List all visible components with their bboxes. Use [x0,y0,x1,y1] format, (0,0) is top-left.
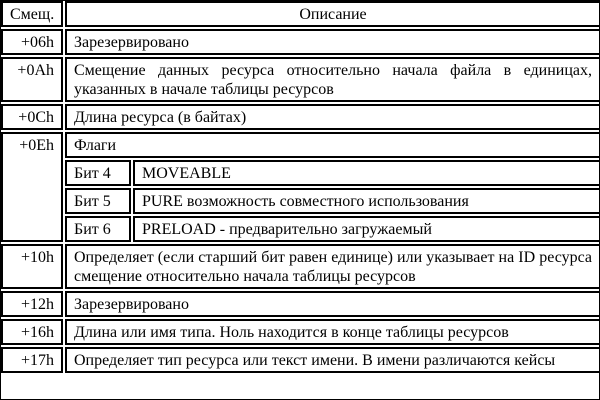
offset-cell: +17h [1,347,63,373]
description-cell: Смещение данных ресурса относительно начала файла в единицах, указанных в начале таблицы ресурсов [65,57,600,102]
table-subrow-bit5 [1,188,600,214]
description-cell: Длина или имя типа. Ноль находится в конце таблицы ресурсов [65,319,600,345]
description-cell: Зарезервировано [65,291,600,317]
description-cell: Зарезервировано [65,29,600,55]
table-row-06h [1,29,600,55]
description-cell: Определяет тип ресурса или текст имени. В имени различаются кейсы [65,347,600,373]
table-row-0Eh-flags [1,132,600,158]
table-row-16h [1,319,600,345]
offset-cell: +10h [1,244,63,289]
bit-label-cell: Бит 4 [65,160,131,186]
offset-cell: +16h [1,319,63,345]
offset-cell: +0Ch [1,104,63,130]
table-row-10h [1,244,600,289]
table-row-17h [1,347,600,373]
table-row-0Ch [1,104,600,130]
offset-cell: +0Eh [1,132,63,242]
bit-description-cell: MOVEABLE [133,160,600,186]
bit-description-cell: PRELOAD - предварительно загружаемый [133,216,600,242]
offset-cell: +12h [1,291,63,317]
column-header-offset: Смещ. [1,1,63,27]
description-cell: Длина ресурса (в байтах) [65,104,600,130]
offset-cell: +06h [1,29,63,55]
table-row-12h [1,291,600,317]
table-header-row [1,1,600,27]
bit-label-cell: Бит 5 [65,188,131,214]
column-header-description: Описание [65,1,600,27]
offset-cell: +0Ah [1,57,63,102]
description-cell: Определяет (если старший бит равен единице) или указывает на ID ресурса смещение относительно начала таблицы ресурсов [65,244,600,289]
table-subrow-bit6 [1,216,600,242]
bit-label-cell: Бит 6 [65,216,131,242]
flags-title-cell: Флаги [65,132,600,158]
bit-description-cell: PURE возможность совместного использования [133,188,600,214]
table-subrow-bit4 [1,160,600,186]
table-row-0Ah [1,57,600,102]
